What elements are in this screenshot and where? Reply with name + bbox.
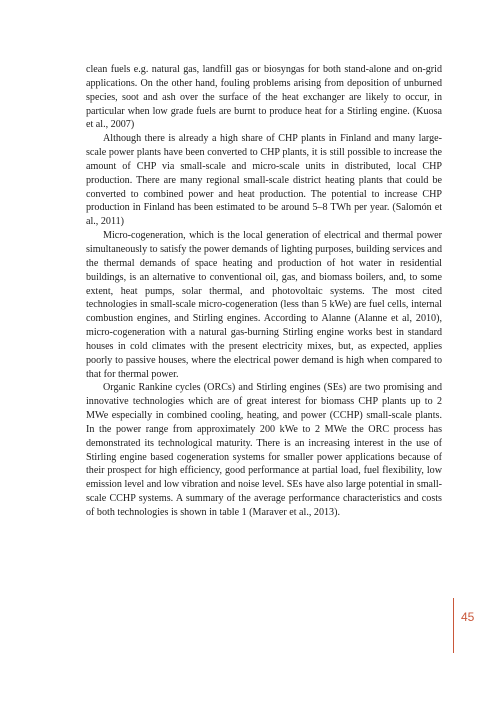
body-text: [86, 63, 442, 520]
paragraph-3: Micro-cogeneration, which is the local generation of electrical and thermal power simultaneously to satisfy the power demands of lighting purposes, building services and the thermal demands of space heating and production of hot water in residential buildings, is an alternative to conventional oil, gas, and biomass boilers, and, to some extent, heat pumps, solar thermal, and photovoltaic systems. The most cited technologies in small-scale micro-cogeneration (less than 5 kWe) are fuel cells, internal combustion engines, and Stirling engines. According to Alanne (Alanne et al, 2010), micro-cogeneration with a natural gas-burning Stirling engine works best in standard houses in cold climates with the present electricity mixes, but, as expected, applies poorly to passive houses, where the electrical power demand is high when compared to that for thermal power.: [86, 230, 442, 380]
page-number-rule: [453, 598, 454, 653]
paragraph-2: Although there is already a high share of CHP plants in Finland and many large-scale power plants have been converted to CHP plants, it is still possible to increase the amount of CHP via small-scale and micro-scale units in distributed, local CHP production. There are many regional small-scale district heating plants that could be converted to combined power and heat production. The potential to increase CHP production in Finland has been estimated to be around 5–8 TWh per year. (Salomón et al., 2011): [86, 133, 442, 228]
page-number: 45: [461, 610, 475, 624]
paragraph-1: clean fuels e.g. natural gas, landfill gas or biosyngas for both stand-alone and on-grid applications. On the other hand, fouling problems arising from deposition of unburned species, soot and ash over the surface of the heat exchanger are likely to occur, in particular when low grade fuels are burnt to produce heat for a Stirling engine. (Kuosa et al., 2007): [86, 64, 442, 131]
paragraph-4: Organic Rankine cycles (ORCs) and Stirling engines (SEs) are two promising and innovative technologies which are of great interest for biomass CHP plants up to 2 MWe especially in combined cooling, heating, and power (CCHP) small-scale plants. In the power range from approximately 200 kWe to 2 MWe the ORC process has demonstrated its technological maturity. There is an increasing interest in the use of Stirling engine based cogeneration systems for smaller power applications because of their prospect for high efficiency, good performance at partial load, fuel flexibility, low emission level and low vibration and noise level. SEs have also large potential in small-scale CCHP systems. A summary of the average performance characteristics and costs of both technologies is shown in table 1 (Maraver et al., 2013).: [86, 382, 442, 518]
